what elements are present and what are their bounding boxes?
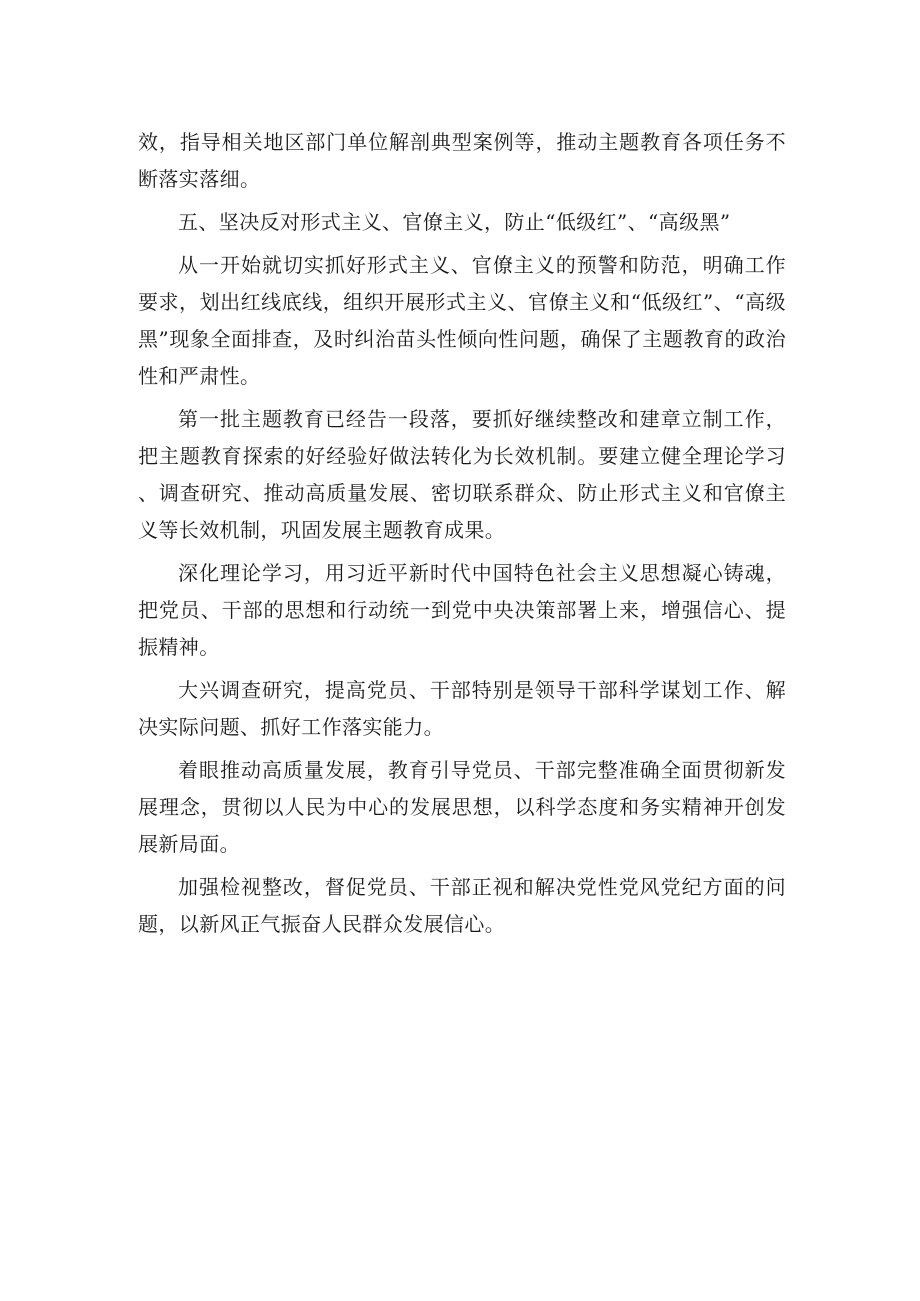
document-body: [138, 124, 786, 949]
paragraph-investigation: 大兴调查研究，提高党员、干部特别是领导干部科学谋划工作、解决实际问题、抓好工作落实能力。: [138, 678, 786, 739]
paragraph-long-term-mechanism: 第一批主题教育已经告一段落，要抓好继续整改和建章立制工作，把主题教育探索的好经验好做法转化为长效机制。要建立健全理论学习、调查研究、推动高质量发展、密切联系群众、防止形式主义和官僚主义等长效机制，巩固发展主题教育成果。: [138, 407, 786, 542]
section-heading-five: 五、坚决反对形式主义、官僚主义，防止“低级红”、“高级黑”: [178, 210, 731, 234]
paragraph-rectification: 加强检视整改，督促党员、干部正视和解决党性党风党纪方面的问题，以新风正气振奋人民群众发展信心。: [138, 875, 786, 936]
paragraph-prevent-formalism: 从一开始就切实抓好形式主义、官僚主义的预警和防范，明确工作要求，划出红线底线，组织开展形式主义、官僚主义和“低级红”、“高级黑”现象全面排查，及时纠治苗头性倾向性问题，确保了主题教育的政治性和严肃性。: [138, 253, 786, 388]
paragraph-theory-study: 深化理论学习，用习近平新时代中国特色社会主义思想凝心铸魂，把党员、干部的思想和行动统一到党中央决策部署上来，增强信心、提振精神。: [138, 561, 786, 659]
paragraph-high-quality-development: 着眼推动高质量发展，教育引导党员、干部完整准确全面贯彻新发展理念，贯彻以人民为中心的发展思想，以科学态度和务实精神开创发展新局面。: [138, 758, 786, 856]
paragraph-continuation: 效，指导相关地区部门单位解剖典型案例等，推动主题教育各项任务不断落实落细。: [138, 130, 786, 191]
